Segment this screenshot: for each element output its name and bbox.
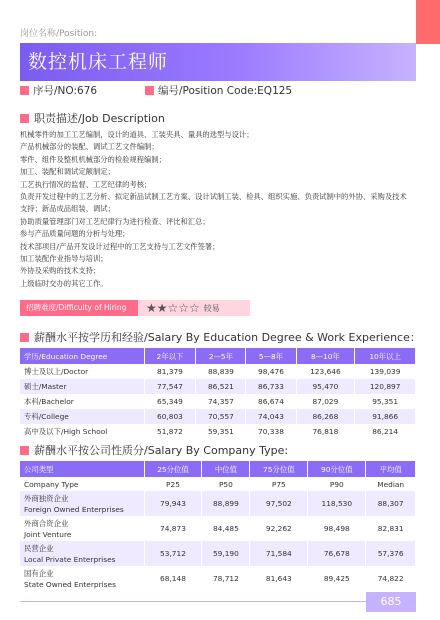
table-row [20, 364, 416, 379]
column-header: 2—5年 [196, 348, 246, 364]
table-cell [20, 541, 144, 566]
table-row [20, 477, 416, 491]
table-cell: 专科/College [20, 409, 144, 424]
company-type-cn: 国有企业 [24, 568, 54, 578]
table-row [20, 424, 416, 439]
column-header: 中位值 [202, 461, 250, 477]
page-number: 685 [366, 592, 416, 612]
table-cell: 59,351 [196, 424, 246, 439]
serial-number-text: 序号/NO:676 [33, 85, 98, 97]
table-cell: 81,379 [144, 364, 196, 379]
table-cell: 53,712 [144, 541, 202, 566]
job-description-heading [20, 110, 165, 126]
difficulty-level: 较易 [203, 303, 220, 313]
table-header-row [20, 348, 416, 364]
table-cell: P50 [202, 477, 250, 491]
table-cell: 95,351 [355, 394, 416, 409]
description-line: 支持；新品成品组装、调试； [20, 204, 115, 214]
table-cell: 86,733 [246, 379, 296, 394]
salary-company-heading-text: 薪酬水平按公司性质分/Salary By Company Type: [34, 444, 289, 457]
footer-divider [20, 601, 416, 602]
table-cell: P90 [308, 477, 366, 491]
table-cell: 81,643 [250, 566, 308, 591]
description-line: 技术部项目/产品开发设计过程中的工艺支持与工艺文件签署； [20, 241, 220, 251]
table-cell: 高中及以下/High School [20, 424, 144, 439]
job-description-list [20, 129, 420, 290]
description-line: 上级临时交办的其它工作。 [20, 278, 108, 288]
company-type-en: Local Private Enterprises [24, 554, 116, 564]
table-cell [20, 566, 144, 591]
table-cell: 59,190 [202, 541, 250, 566]
table-cell: 88,307 [366, 491, 416, 516]
column-header: 25分位值 [144, 461, 202, 477]
description-line: 负责开发过程中的工艺分析、拟定新品试制工艺方案、设计试制工装、检具、组织实施、负责试制中的外协、采购及技术 [20, 192, 407, 202]
table-cell: 78,712 [202, 566, 250, 591]
description-line: 零件、组件及整机机械部分的检验规程编制； [20, 154, 166, 164]
salary-education-heading [20, 329, 421, 345]
serial-number [20, 83, 97, 98]
corner-accent [416, 0, 440, 44]
table-cell: 120,897 [355, 379, 416, 394]
table-cell: 86,268 [296, 409, 355, 424]
table-cell: 79,943 [144, 491, 202, 516]
company-type-en: State Owned Enterprises [24, 579, 116, 589]
table-cell: 76,818 [296, 424, 355, 439]
bullet-square-icon [20, 446, 29, 455]
column-header: 2年以下 [144, 348, 196, 364]
company-type-cn: 民营企业 [24, 543, 54, 553]
table-cell: 86,521 [196, 379, 246, 394]
table-cell: 95,470 [296, 379, 355, 394]
table-cell: P25 [144, 477, 202, 491]
star-rating-icon: ★★☆☆☆ [146, 301, 200, 315]
table-cell: 84,485 [202, 516, 250, 541]
table-cell: 98,498 [308, 516, 366, 541]
description-line: 工艺执行情况的监督、工艺纪律的考核； [20, 179, 152, 189]
description-line: 外协及采购的技术支持； [20, 266, 101, 276]
table-cell: 本科/Bachelor [20, 394, 144, 409]
company-type-en: Joint Venture [24, 529, 72, 539]
table-cell: 71,584 [250, 541, 308, 566]
description-line: 加工装配作业指导与培训； [20, 254, 108, 264]
description-line: 产品机械部分的装配、调试工艺文件编制； [20, 142, 159, 152]
table-cell: 76,678 [308, 541, 366, 566]
company-type-en: Foreign Owned Enterprises [24, 504, 124, 514]
table-row [20, 541, 416, 566]
table-cell: 89,425 [308, 566, 366, 591]
column-header: 5—8年 [246, 348, 296, 364]
bullet-square-icon [20, 114, 29, 123]
table-cell: 86,214 [355, 424, 416, 439]
column-header: 90分位值 [308, 461, 366, 477]
table-cell: 68,148 [144, 566, 202, 591]
company-type-cn: 外商合资企业 [24, 518, 69, 528]
table-cell: 88,899 [202, 491, 250, 516]
description-line: 机械零件的加工工艺编制，设计的道具、工装夹具、量具的选型与设计； [20, 130, 254, 139]
table-cell: 98,476 [246, 364, 296, 379]
table-cell: 118,530 [308, 491, 366, 516]
column-header: 学历/Education Degree [20, 348, 144, 364]
table-cell: 77,547 [144, 379, 196, 394]
page-title: 数控机床工程师 [20, 43, 416, 81]
hiring-difficulty-bar [20, 300, 250, 316]
table-cell: 97,502 [250, 491, 308, 516]
table-cell: 70,338 [246, 424, 296, 439]
table-cell: 51,872 [144, 424, 196, 439]
table-cell: 74,822 [366, 566, 416, 591]
column-header: 75分位值 [250, 461, 308, 477]
bullet-square-icon [20, 86, 29, 95]
table-cell: 87,029 [296, 394, 355, 409]
bullet-square-icon [145, 86, 154, 95]
table-cell: 74,873 [144, 516, 202, 541]
column-header: 10年以上 [355, 348, 416, 364]
salary-company-table [20, 461, 416, 591]
table-cell: 86,674 [246, 394, 296, 409]
salary-education-heading-text: 薪酬水平按学历和经验/Salary By Education Degree & Work Experience： [34, 331, 421, 344]
position-code-text: 编号/Position Code:EQ125 [158, 85, 293, 97]
company-type-cn: 外商独资企业 [24, 493, 69, 503]
position-code [145, 83, 292, 98]
column-header: 公司类型 [20, 461, 144, 477]
job-description-heading-text: 职责描述/Job Description [34, 112, 165, 125]
column-header: 8—10年 [296, 348, 355, 364]
table-cell: 139,039 [355, 364, 416, 379]
table-row [20, 379, 416, 394]
table-row [20, 491, 416, 516]
salary-company-heading [20, 442, 288, 458]
salary-education-table [20, 348, 416, 439]
table-cell [20, 516, 144, 541]
table-cell: 123,646 [296, 364, 355, 379]
header [20, 28, 416, 81]
bullet-square-icon [20, 333, 29, 342]
table-cell: 硕士/Master [20, 379, 144, 394]
table-row [20, 409, 416, 424]
table-cell: 74,357 [196, 394, 246, 409]
table-cell: 60,803 [144, 409, 196, 424]
table-header-row [20, 461, 416, 477]
table-row [20, 394, 416, 409]
description-line: 协助质量管理部门对工艺纪律行为进行检查、评比和汇总； [20, 216, 210, 226]
table-cell: Company Type [20, 477, 144, 491]
table-row [20, 566, 416, 591]
table-cell: 82,831 [366, 516, 416, 541]
table-cell: 74,043 [246, 409, 296, 424]
description-line: 参与产品质量问题的分析与处理； [20, 229, 130, 239]
meta-row [20, 83, 420, 99]
table-cell: P75 [250, 477, 308, 491]
table-cell [20, 491, 144, 516]
table-row [20, 516, 416, 541]
table-cell: 91,866 [355, 409, 416, 424]
position-label: 岗位名称/Position: [20, 29, 98, 39]
table-cell: 57,376 [366, 541, 416, 566]
table-cell: 92,262 [250, 516, 308, 541]
column-header: 平均值 [366, 461, 416, 477]
table-cell: 博士及以上/Doctor [20, 364, 144, 379]
table-cell: 65,349 [144, 394, 196, 409]
table-cell: Median [366, 477, 416, 491]
description-line: 加工、装配和调试定额制定； [20, 167, 115, 177]
table-cell: 70,557 [196, 409, 246, 424]
hiring-difficulty-label: 招聘难度/Difficulty of Hiring [20, 300, 138, 316]
table-cell: 88,839 [196, 364, 246, 379]
